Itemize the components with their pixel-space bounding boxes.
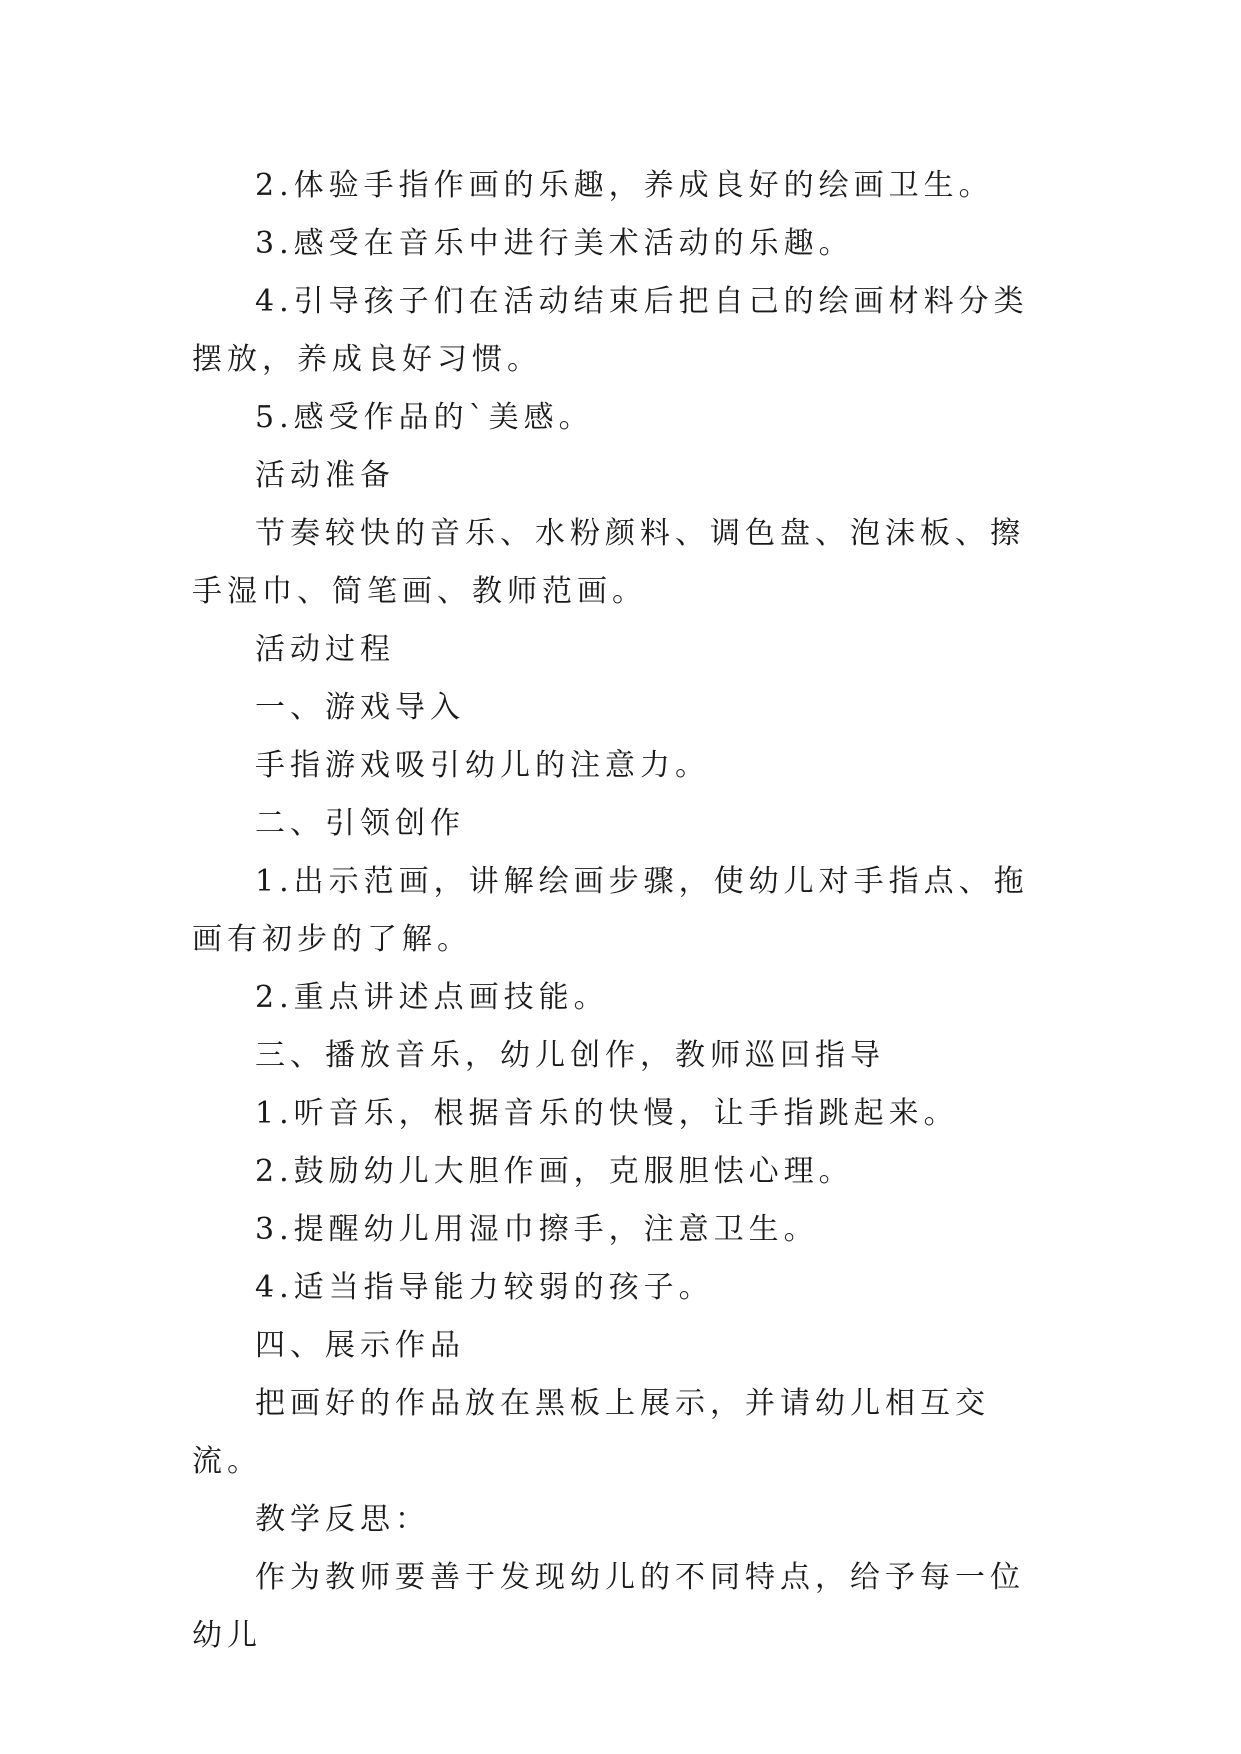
paragraph: 2.鼓励幼儿大胆作画，克服胆怯心理。 (255, 1154, 854, 1189)
subsection-heading: 一、游戏导入 (255, 690, 465, 725)
subsection-heading: 二、引领创作 (255, 806, 465, 841)
section-heading: 活动准备 (255, 458, 395, 493)
paragraph: 3.提醒幼儿用湿巾擦手，注意卫生。 (255, 1212, 819, 1247)
paragraph: 把画好的作品放在黑板上展示，并请幼儿相互交流。 (192, 1386, 990, 1479)
paragraph: 1.听音乐，根据音乐的快慢，让手指跳起来。 (255, 1096, 959, 1131)
paragraph: 4.引导孩子们在活动结束后把自己的绘画材料分类摆放，养成良好习惯。 (192, 284, 1029, 377)
paragraph: 4.适当指导能力较弱的孩子。 (255, 1270, 714, 1305)
paragraph: 手指游戏吸引幼儿的注意力。 (255, 748, 710, 783)
paragraph: 节奏较快的音乐、水粉颜料、调色盘、泡沫板、擦手湿巾、简笔画、教师范画。 (192, 516, 1025, 609)
document-body (192, 157, 1052, 1665)
subsection-heading: 四、展示作品 (255, 1328, 465, 1363)
subsection-heading: 三、播放音乐，幼儿创作，教师巡回指导 (255, 1038, 885, 1073)
paragraph: 作为教师要善于发现幼儿的不同特点，给予每一位幼儿 (192, 1560, 1025, 1653)
section-heading: 活动过程 (255, 632, 395, 667)
paragraph: 1.出示范画，讲解绘画步骤，使幼儿对手指点、拖画有初步的了解。 (192, 864, 1029, 957)
paragraph: 2.重点讲述点画技能。 (255, 980, 609, 1015)
section-heading: 教学反思： (255, 1502, 430, 1537)
paragraph: 5.感受作品的`美感。 (255, 400, 594, 435)
paragraph: 3.感受在音乐中进行美术活动的乐趣。 (255, 226, 854, 261)
paragraph: 2.体验手指作画的乐趣，养成良好的绘画卫生。 (255, 168, 994, 203)
